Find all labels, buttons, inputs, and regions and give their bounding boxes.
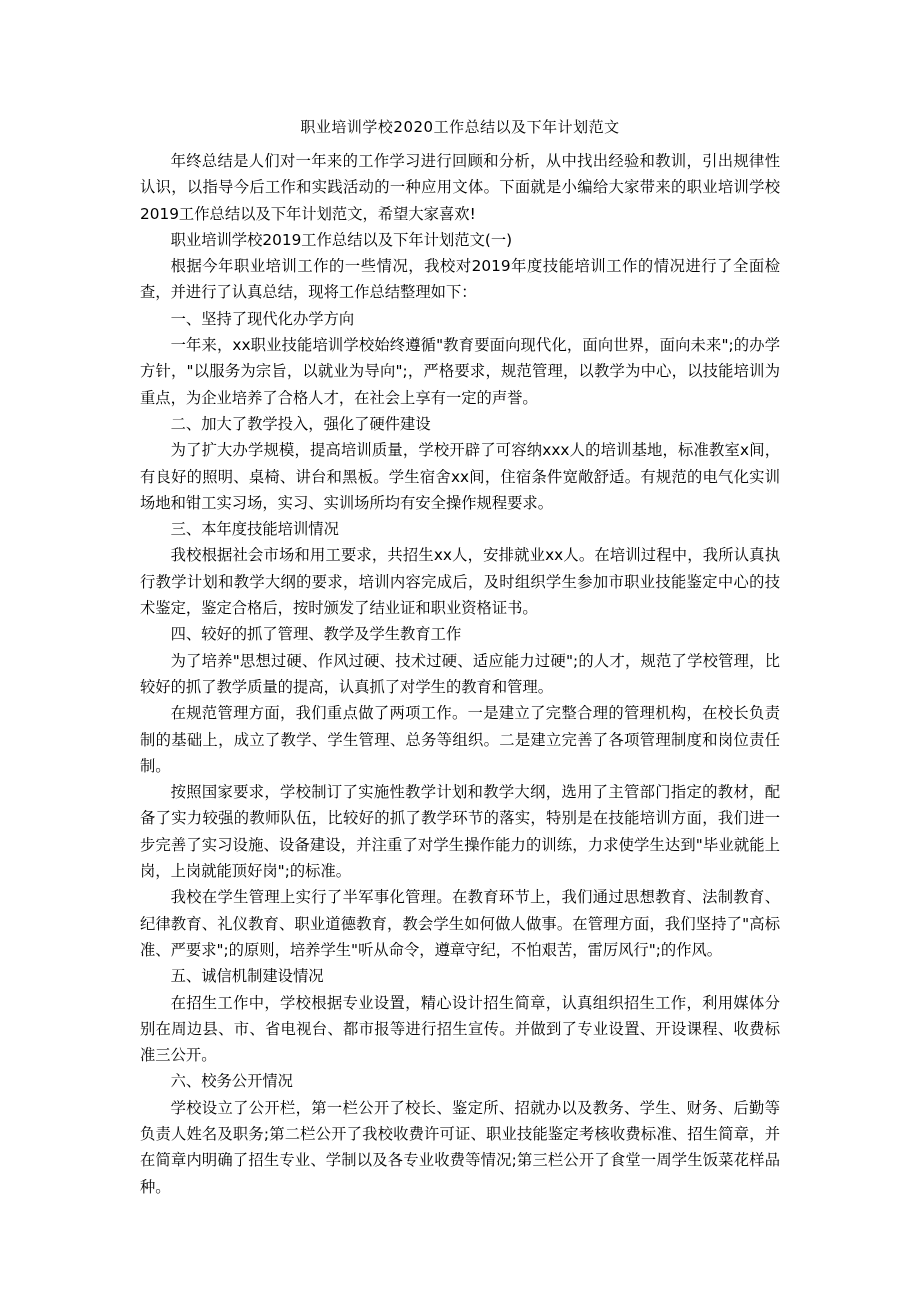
paragraph-intro: 年终总结是人们对一年来的工作学习进行回顾和分析，从中找出经验和教训，引出规律性认识，以指导今后工作和实践活动的一种应用文体。下面就是小编给大家带来的职业培训学校2019工作总结以及下年计划范文，希望大家喜欢! bbox=[140, 152, 780, 223]
paragraph-section-2: 为了扩大办学规模，提高培训质量，学校开辟了可容纳xxx人的培训基地，标准教室x间，有良好的照明、桌椅、讲台和黑板。学生宿舍xx间，住宿条件宽敞舒适。有规范的电气化实训场地和钳工实习场，实习、实训场所均有安全操作规程要求。 bbox=[140, 441, 780, 512]
paragraph-section-4a: 为了培养"思想过硬、作风过硬、技术过硬、适应能力过硬";的人才，规范了学校管理，比较好的抓了教学质量的提高，认真抓了对学生的教育和管理。 bbox=[140, 651, 780, 696]
paragraph-overview: 根据今年职业培训工作的一些情况，我校对2019年度技能培训工作的情况进行了全面检查，并进行了认真总结，现将工作总结整理如下： bbox=[140, 257, 780, 302]
document-body bbox=[140, 148, 780, 1200]
paragraph-section-4b: 在规范管理方面，我们重点做了两项工作。一是建立了完整合理的管理机构，在校长负责制的基础上，成立了教学、学生管理、总务等组织。二是建立完善了各项管理制度和岗位责任制。 bbox=[140, 704, 780, 775]
paragraph-section-5: 在招生工作中，学校根据专业设置，精心设计招生简章，认真组织招生工作，利用媒体分别在周边县、市、省电视台、都市报等进行招生宣传。并做到了专业设置、开设课程、收费标准三公开。 bbox=[140, 993, 780, 1065]
section-heading-3: 三、本年度技能培训情况 bbox=[170, 520, 339, 539]
section-heading-2: 二、加大了教学投入，强化了硬件建设 bbox=[170, 414, 431, 433]
section-heading-5: 五、诚信机制建设情况 bbox=[170, 967, 324, 986]
section-heading-1: 一、坚持了现代化办学方向 bbox=[170, 309, 355, 328]
paragraph-section-1: 一年来，xx职业技能培训学校始终遵循"教育要面向现代化，面向世界，面向未来";的办学方针，"以服务为宗旨，以就业为导向";，严格要求，规范管理，以教学为中心，以技能培训为重点，为企业培养了合格人才，在社会上享有一定的声誉。 bbox=[140, 336, 780, 407]
section-heading-6: 六、校务公开情况 bbox=[170, 1072, 293, 1091]
paragraph-section-3: 我校根据社会市场和用工要求，共招生xx人，安排就业xx人。在培训过程中，我所认真执行教学计划和教学大纲的要求，培训内容完成后，及时组织学生参加市职业技能鉴定中心的技术鉴定，鉴定合格后，按时颁发了结业证和职业资格证书。 bbox=[140, 546, 780, 618]
document-title: 职业培训学校2020工作总结以及下年计划范文 bbox=[300, 118, 620, 136]
paragraph-section-4d: 我校在学生管理上实行了半军事化管理。在教育环节上，我们通过思想教育、法制教育、纪律教育、礼仪教育、职业道德教育，教会学生如何做人做事。在管理方面，我们坚持了"高标准、严要求";的原则，培养学生"听从命令，遵章守纪，不怕艰苦，雷厉风行";的作风。 bbox=[140, 888, 780, 959]
section-heading-4: 四、较好的抓了管理、教学及学生教育工作 bbox=[170, 625, 462, 644]
paragraph-subtitle: 职业培训学校2019工作总结以及下年计划范文(一) bbox=[170, 230, 513, 249]
paragraph-section-6: 学校设立了公开栏，第一栏公开了校长、鉴定所、招就办以及教务、学生、财务、后勤等负责人姓名及职务;第二栏公开了我校收费许可证、职业技能鉴定考核收费标准、招生简章，并在简章内明确了招生专业、学制以及各专业收费等情况;第三栏公开了食堂一周学生饭菜花样品种。 bbox=[140, 1098, 780, 1196]
paragraph-section-4c: 按照国家要求，学校制订了实施性教学计划和教学大纲，选用了主管部门指定的教材，配备了实力较强的教师队伍，比较好的抓了教学环节的落实，特别是在技能培训方面，我们进一步完善了实习设施、设备建设，并注重了对学生操作能力的训练，力求使学生达到"毕业就能上岗，上岗就能顶好岗";的标准。 bbox=[140, 783, 780, 881]
